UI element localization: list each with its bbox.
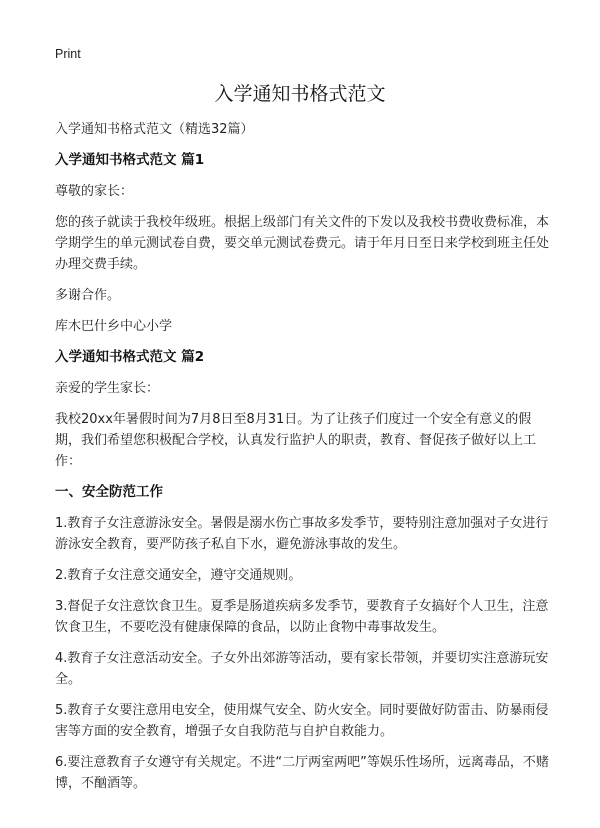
subtitle-text: 入学通知书格式范文（精选32篇） [55, 122, 254, 137]
list-paragraph: 4.教育子女注意活动安全。子女外出郊游等活动，要有家长带领，并要切实注意游玩安全。 [55, 651, 549, 687]
list-paragraph: 2.教育子女注意交通安全，遵守交通规则。 [55, 568, 302, 583]
section-heading-1: 入学通知书格式范文 篇1 [55, 152, 205, 168]
body-paragraph: 我校20xx年暑假时间为7月8日至8月31日。为了让孩子们度过一个安全有意义的假期，我们希望您积极配合学校，认真发行监护人的职责，教育、督促孩子做好以上工作： [55, 412, 537, 469]
document-body [55, 119, 550, 804]
greeting-text: 亲爱的学生家长： [55, 381, 160, 396]
list-paragraph: 6.要注意教育子女遵守有关规定。不进“二厅两室两吧”等娱乐性场所，远离毒品，不赌博，不酗酒等。 [55, 755, 549, 791]
document-title: 入学通知书格式范文 [214, 83, 386, 105]
section-heading-2: 入学通知书格式范文 篇2 [55, 349, 205, 365]
list-paragraph: 5.教育子女要注意用电安全，使用煤气安全、防火安全。同时要做好防雷击、防暴雨侵害等方面的安全教育，增强子女自我防范与自护自救能力。 [55, 703, 549, 739]
greeting-text: 尊敬的家长： [55, 184, 134, 199]
list-paragraph: 3.督促子女注意饮食卫生。夏季是肠道疾病多发季节，要教育子女搞好个人卫生，注意饮食卫生，不要吃没有健康保障的食品，以防止食物中毒事故发生。 [55, 599, 549, 635]
closing-text: 多谢合作。 [55, 288, 121, 303]
print-link[interactable]: Print [55, 47, 81, 61]
body-paragraph: 您的孩子就读于我校年级班。根据上级部门有关文件的下发以及我校书费收费标准，本学期学生的单元测试卷自费，要交单元测试卷费元。请于年月日至日来学校到班主任处办理交费手续。 [55, 215, 550, 272]
list-paragraph: 1.教育子女注意游泳安全。暑假是溺水伤亡事故多发季节，要特别注意加强对子女进行游泳安全教育，要严防孩子私自下水，避免游泳事故的发生。 [55, 516, 549, 552]
signature-text: 库木巴什乡中心小学 [55, 319, 173, 334]
subsection-heading: 一、安全防范工作 [55, 484, 163, 500]
